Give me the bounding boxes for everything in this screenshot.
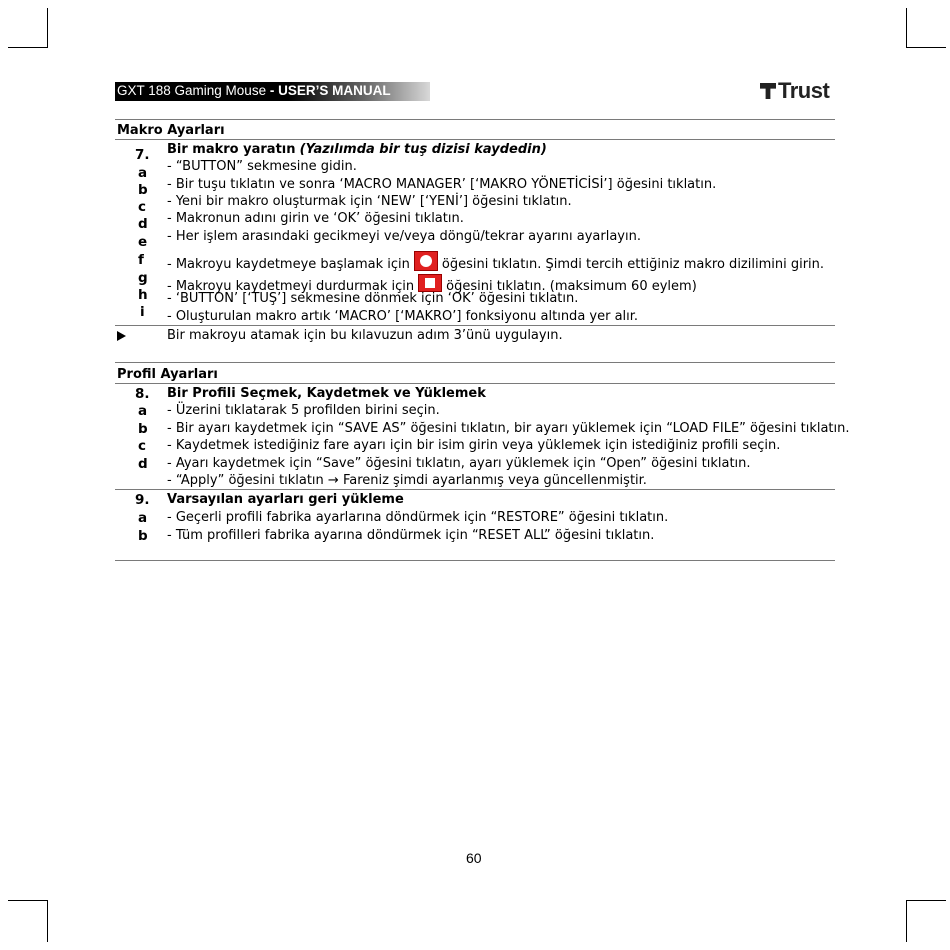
step-line: - Üzerini tıklatarak 5 profilden birini seçin. [167, 403, 440, 418]
crop-mark-bottom-right [906, 900, 907, 942]
step-heading-9: Varsayılan ayarları geri yükleme [167, 492, 404, 507]
step-line: - Tüm profilleri fabrika ayarına döndürmek için “RESET ALL” öğesini tıklatın. [167, 528, 655, 543]
step-letter: b [138, 528, 148, 544]
page-number: 60 [466, 850, 482, 866]
step-line: - Makronun adını girin ve ‘OK’ öğesini tıklatın. [167, 211, 464, 226]
crop-mark-top-left [47, 8, 48, 48]
step-heading-8: Bir Profili Seçmek, Kaydetmek ve Yüklemek [167, 386, 486, 401]
manual-title: GXT 188 Gaming Mouse - USER’S MANUAL [117, 83, 391, 98]
step-line: - “Apply” öğesini tıklatın → Fareniz şimdi ayarlanmış veya güncellenmiştir. [167, 473, 647, 488]
step-letter: a [138, 510, 148, 526]
step-line: - ‘BUTTON’ [‘TUŞ’] sekmesine dönmek için ‘OK’ öğesini tıklatın. [167, 291, 579, 306]
section-divider [115, 139, 835, 140]
manual-header-bar [115, 82, 430, 101]
step-line-stop: - Makroyu kaydetmeyi durdurmak için öğesini tıklatın. (maksimum 60 eylem) [167, 274, 697, 295]
crop-mark-top-right [906, 8, 907, 48]
step-number-8: 8. [135, 386, 150, 402]
section-divider [115, 119, 835, 120]
step-line: - Bir tuşu tıklatın ve sonra ‘MACRO MANAGER’ [‘MAKRO YÖNETİCİSİ’] öğesini tıklatın. [167, 177, 717, 192]
step-line: - Kaydetmek istediğiniz fare ayarı için bir isim girin veya yüklemek için istediğiniz profili seçin. [167, 438, 781, 453]
step-line: - Bir ayarı kaydetmek için “SAVE AS” öğesini tıklatın, bir ayarı yüklemek için “LOAD FILE” öğesini tıklatın. [167, 421, 850, 436]
arrow-bullet-icon [117, 331, 126, 341]
step-line: - Geçerli profili fabrika ayarlarına döndürmek için “RESTORE” öğesini tıklatın. [167, 510, 669, 525]
step-line: - “BUTTON” sekmesine gidin. [167, 159, 357, 174]
step-number-7: 7. [135, 147, 150, 163]
step-line: - Oluşturulan makro artık ‘MACRO’ [‘MAKRO’] fonksiyonu altında yer alır. [167, 309, 639, 324]
crop-mark-bottom-right [906, 900, 946, 901]
step-letter: c [138, 438, 147, 454]
step-letter: i [140, 304, 145, 320]
trust-logo: Trust [760, 78, 829, 104]
step-letter: g [138, 270, 148, 286]
record-icon [414, 251, 438, 271]
crop-mark-bottom-left [47, 900, 48, 942]
crop-mark-top-left [8, 47, 48, 48]
section-divider [115, 489, 835, 490]
step-number-9: 9. [135, 492, 150, 508]
stop-icon [418, 274, 442, 292]
section-title-makro: Makro Ayarları [117, 123, 225, 138]
step-line-record: - Makroyu kaydetmeye başlamak için öğesini tıklatın. Şimdi tercih ettiğiniz makro dizilimini girin. [167, 251, 824, 273]
step-letter: b [138, 421, 148, 437]
crop-mark-bottom-left [8, 900, 48, 901]
note-text: Bir makroyu atamak için bu kılavuzun adım 3’ünü uygulayın. [167, 328, 563, 343]
step-letter: h [138, 287, 148, 303]
trust-logo-icon [760, 83, 776, 99]
step-line: - Yeni bir makro oluşturmak için ‘NEW’ [‘YENİ’] öğesini tıklatın. [167, 194, 572, 209]
step-heading-7: Bir makro yaratın (Yazılımda bir tuş dizisi kaydedin) [167, 142, 547, 157]
step-line: - Her işlem arasındaki gecikmeyi ve/veya döngü/tekrar ayarını ayarlayın. [167, 229, 641, 244]
section-divider [115, 362, 835, 363]
step-letter: e [138, 234, 148, 250]
step-letter: b [138, 182, 148, 198]
section-title-profil: Profil Ayarları [117, 367, 218, 382]
step-letter: a [138, 403, 148, 419]
step-letter: d [138, 456, 148, 472]
section-divider [115, 325, 835, 326]
section-divider [115, 560, 835, 561]
step-letter: f [138, 252, 144, 268]
step-letter: c [138, 199, 147, 215]
step-letter: d [138, 216, 148, 232]
crop-mark-top-right [906, 47, 946, 48]
step-line: - Ayarı kaydetmek için “Save” öğesini tıklatın, ayarı yüklemek için “Open” öğesini tıklatın. [167, 456, 751, 471]
step-letter: a [138, 165, 148, 181]
section-divider [115, 383, 835, 384]
